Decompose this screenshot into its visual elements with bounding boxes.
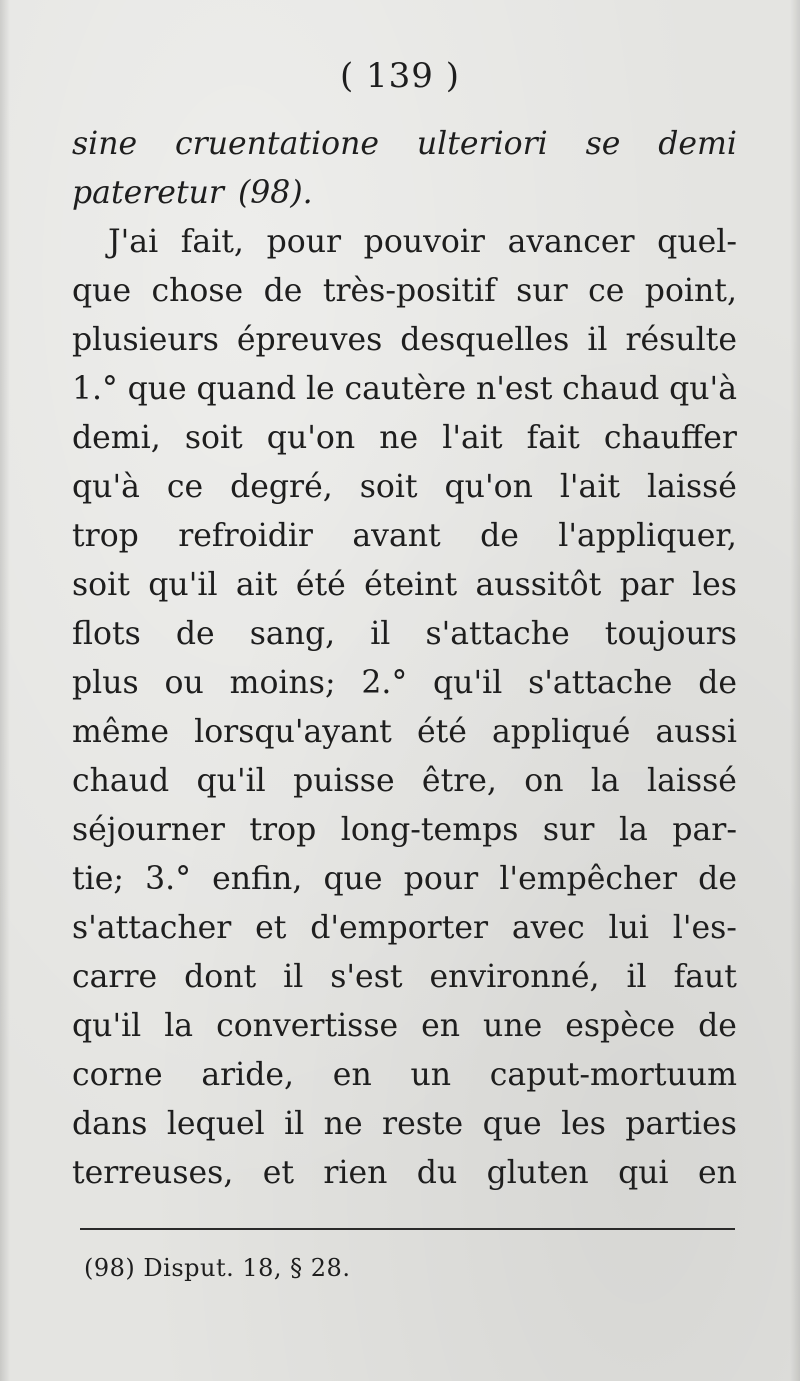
word: il (283, 959, 304, 995)
word: reste (382, 1106, 464, 1142)
word: lui (608, 910, 649, 946)
word: il (587, 322, 608, 358)
word: qu'on (266, 420, 356, 456)
text-line (72, 365, 737, 414)
word: de (698, 1008, 737, 1044)
word: on (524, 763, 564, 799)
word: se (585, 126, 621, 162)
word: rien (323, 1155, 388, 1191)
word: même (72, 714, 170, 750)
word: pour (266, 224, 342, 260)
word: d'emporter (310, 910, 489, 946)
word: sang, (249, 616, 336, 652)
word: demi (658, 126, 737, 162)
text-line (72, 1100, 737, 1149)
text-line (72, 659, 737, 708)
word: tie; (72, 861, 124, 897)
word: laissé (647, 469, 737, 505)
word: puisse (293, 763, 395, 799)
word: les (561, 1106, 606, 1142)
word: la (164, 1008, 194, 1044)
word: ce (588, 273, 625, 309)
word: été (295, 567, 346, 603)
word: trop (249, 812, 317, 848)
text-line (72, 1149, 737, 1198)
word: fait, (180, 224, 244, 260)
word: caput-mortuum (489, 1057, 737, 1093)
word: il (626, 959, 647, 995)
word: soit (184, 420, 243, 456)
word: espèce (565, 1008, 676, 1044)
text-line (72, 561, 737, 610)
word: épreuves (236, 322, 383, 358)
word: ulteriori (416, 126, 548, 162)
word: été (416, 714, 467, 750)
text-line (72, 218, 737, 267)
word: qu'il (148, 567, 218, 603)
word: aride, (201, 1057, 295, 1093)
word: plus (72, 665, 139, 701)
word: demi, (72, 420, 161, 456)
word: appliqué (492, 714, 631, 750)
page-number: ( 139 ) (339, 56, 461, 96)
word: sine (72, 126, 138, 162)
word: pateretur (72, 175, 224, 211)
word: en (421, 1008, 461, 1044)
word: 3.° (145, 861, 191, 897)
word: chose (151, 273, 244, 309)
word: que (482, 1106, 542, 1142)
word: qui (618, 1155, 669, 1191)
word: avec (511, 910, 585, 946)
word: aussi (655, 714, 737, 750)
word: qu'il (72, 1008, 142, 1044)
word: pouvoir (363, 224, 485, 260)
word: être, (421, 763, 497, 799)
word: sur (542, 812, 595, 848)
word: en (697, 1155, 737, 1191)
word: dont (184, 959, 257, 995)
word: long-temps (340, 812, 519, 848)
word: lorsqu'ayant (194, 714, 392, 750)
text-line (72, 904, 737, 953)
word: quand (196, 371, 297, 407)
word: par- (672, 812, 737, 848)
word: éteint (364, 567, 458, 603)
word: ce (166, 469, 204, 505)
word: plusieurs (72, 322, 219, 358)
word: en (332, 1057, 372, 1093)
word: le (305, 371, 335, 407)
word: de (263, 273, 303, 309)
word: fait (526, 420, 580, 456)
word: les (692, 567, 737, 603)
word: gluten (486, 1155, 589, 1191)
word: soit (359, 469, 418, 505)
text-line (72, 757, 737, 806)
word: pour (403, 861, 479, 897)
word: terreuses, (72, 1155, 234, 1191)
word: de (698, 861, 737, 897)
text-line (72, 463, 737, 512)
text-line (72, 316, 737, 365)
word: avancer (507, 224, 635, 260)
text-line (72, 267, 737, 316)
word: refroidir (178, 518, 313, 554)
word: n'est (475, 371, 553, 407)
word: aussitôt (475, 567, 602, 603)
word: ait (235, 567, 278, 603)
word: sur (516, 273, 568, 309)
word: point, (644, 273, 737, 309)
word: résulte (625, 322, 737, 358)
word: carre (72, 959, 158, 995)
word: desquelles (400, 322, 570, 358)
word: corne (72, 1057, 163, 1093)
text-line (72, 806, 737, 855)
word: la (590, 763, 620, 799)
word: et (255, 910, 287, 946)
word: il (284, 1106, 305, 1142)
word: dans (72, 1106, 148, 1142)
body-text (72, 120, 737, 1198)
word: enfin, (212, 861, 303, 897)
text-line (72, 512, 737, 561)
footnote: (98) Disput. 18, § 28. (84, 1254, 351, 1282)
word: chaud (562, 371, 660, 407)
word: toujours (604, 616, 737, 652)
word: l'ait (559, 469, 621, 505)
word: J'ai (108, 224, 159, 260)
word: une (483, 1008, 543, 1044)
word: avant (352, 518, 441, 554)
word: moins; (229, 665, 336, 701)
word: cautère (344, 371, 467, 407)
word: qu'il (196, 763, 266, 799)
word: du (416, 1155, 458, 1191)
word: que (127, 371, 187, 407)
page-edge-left (0, 0, 10, 1381)
page-edge-right (790, 0, 800, 1381)
word: laissé (647, 763, 737, 799)
word: ne (379, 420, 419, 456)
text-line (72, 953, 737, 1002)
word: que (323, 861, 383, 897)
word: que (72, 273, 132, 309)
word: s'attache (425, 616, 570, 652)
word: 2.° (361, 665, 408, 701)
word: degré, (230, 469, 333, 505)
word: de (480, 518, 519, 554)
word: de (698, 665, 737, 701)
word: ne (323, 1106, 363, 1142)
word: qu'on (444, 469, 533, 505)
word: s'est (330, 959, 403, 995)
word: (98). (237, 175, 313, 211)
word: très-positif (322, 273, 496, 309)
word: l'appliquer, (558, 518, 737, 554)
word: chauffer (603, 420, 737, 456)
word: qu'à (72, 469, 140, 505)
word: ou (164, 665, 204, 701)
word: soit (72, 567, 130, 603)
text-line (72, 708, 737, 757)
word: l'ait (442, 420, 503, 456)
text-line (72, 414, 737, 463)
footnote-divider (80, 1228, 735, 1230)
text-line (72, 1002, 737, 1051)
word: flots (72, 616, 141, 652)
word: un (410, 1057, 452, 1093)
word: il (370, 616, 391, 652)
word: l'es- (672, 910, 737, 946)
word: faut (673, 959, 737, 995)
word: la (618, 812, 648, 848)
text-line (72, 1051, 737, 1100)
word: lequel (166, 1106, 265, 1142)
word: qu'il (433, 665, 503, 701)
word: chaud (72, 763, 170, 799)
word: qu'à (669, 371, 737, 407)
word: séjourner (72, 812, 225, 848)
word: environné, (429, 959, 600, 995)
text-line (72, 169, 737, 218)
word: quel- (657, 224, 737, 260)
word: s'attache (528, 665, 673, 701)
word: trop (72, 518, 139, 554)
word: de (175, 616, 215, 652)
word: par (619, 567, 674, 603)
text-line (72, 855, 737, 904)
word: 1.° (72, 371, 118, 407)
word: l'empêcher (499, 861, 678, 897)
text-line (72, 120, 737, 169)
text-line (72, 610, 737, 659)
word: cruentatione (175, 126, 379, 162)
word: s'attacher (72, 910, 232, 946)
word: parties (625, 1106, 737, 1142)
word: et (262, 1155, 295, 1191)
word: convertisse (216, 1008, 399, 1044)
